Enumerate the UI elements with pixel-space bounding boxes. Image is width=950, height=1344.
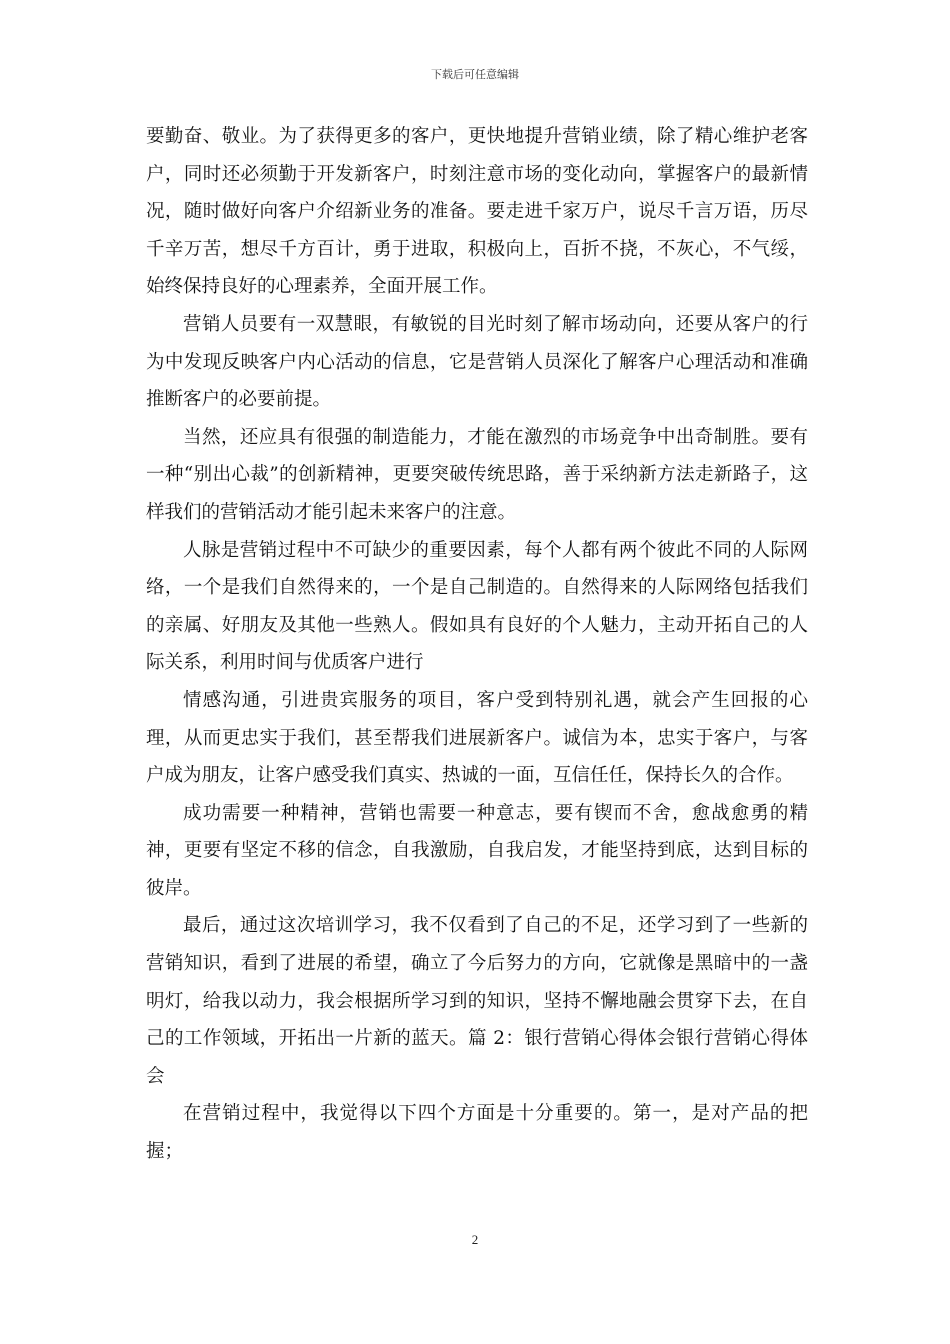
paragraph: 最后，通过这次培训学习，我不仅看到了自己的不足，还学习到了一些新的营销知识，看到了进展的希望，确立了今后努力的方向，它就像是黑暗中的一盏明灯，给我以动力，我会根据所学习到的知识，坚持不懈地融会贯穿下去，在自己的工作领域，开拓出一片新的蓝天。篇 2：银行营销心得体会银行营销心得体会 xyxy=(146,915,808,1087)
paragraph: 成功需要一种精神，营销也需要一种意志，要有锲而不舍，愈战愈勇的精神，更要有坚定不移的信念，自我激励，自我启发，才能坚持到底，达到目标的彼岸。 xyxy=(146,802,808,899)
page-header: 下载后可任意编辑 xyxy=(431,68,519,81)
page-number: 2 xyxy=(471,1232,479,1247)
paragraph: 要勤奋、敬业。为了获得更多的客户，更快地提升营销业绩，除了精心维护老客户，同时还必须勤于开发新客户，时刻注意市场的变化动向，掌握客户的最新情况，随时做好向客户介绍新业务的准备。要走进千家万户，说尽千言万语，历尽千辛万苦，想尽千方百计，勇于进取，积极向上，百折不挠，不灰心，不气绥，始终保持良好的心理素养，全面开展工作。 xyxy=(146,126,808,298)
paragraph: 人脉是营销过程中不可缺少的重要因素，每个人都有两个彼此不同的人际网络，一个是我们自然得来的，一个是自己制造的。自然得来的人际网络包括我们的亲属、好朋友及其他一些熟人。假如具有良好的个人魅力，主动开拓自己的人际关系，利用时间与优质客户进行 xyxy=(146,539,808,674)
paragraph: 情感沟通，引进贵宾服务的项目，客户受到特别礼遇，就会产生回报的心理，从而更忠实于我们，甚至帮我们进展新客户。诚信为本，忠实于客户，与客户成为朋友，让客户感受我们真实、热诚的一面，互信任任，保持长久的合作。 xyxy=(146,689,808,787)
document-body xyxy=(146,118,808,1171)
paragraph: 营销人员要有一双慧眼，有敏锐的目光时刻了解市场动向，还要从客户的行为中发现反映客户内心活动的信息，它是营销人员深化了解客户心理活动和准确推断客户的必要前提。 xyxy=(146,313,808,411)
paragraph: 当然，还应具有很强的制造能力，才能在激烈的市场竞争中出奇制胜。要有一种“别出心裁”的创新精神，更要突破传统思路，善于采纳新方法走新路子，这样我们的营销活动才能引起未来客户的注意。 xyxy=(146,426,808,523)
paragraph: 在营销过程中，我觉得以下四个方面是十分重要的。第一，是对产品的把握； xyxy=(146,1103,808,1163)
